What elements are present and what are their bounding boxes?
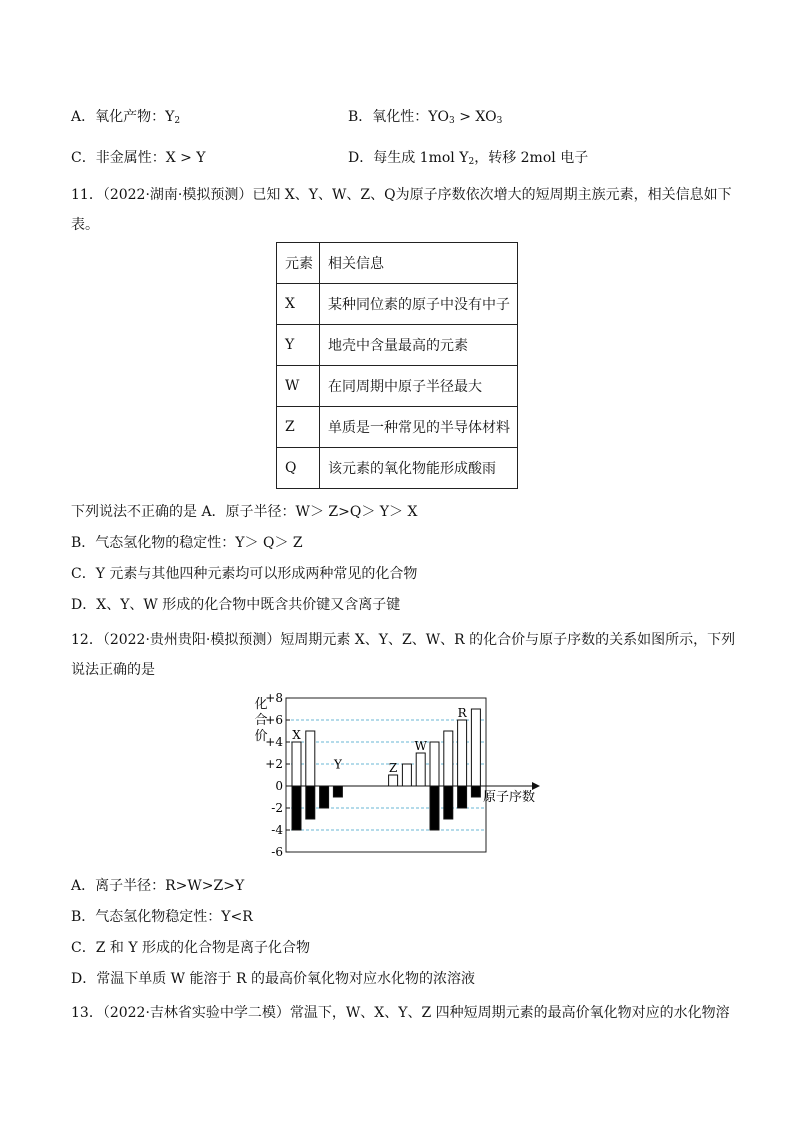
q11-option-b: B．气态氢化物的稳定性：Y＞ Q＞ Z xyxy=(71,535,303,551)
positive-bar xyxy=(458,720,467,786)
y-tick-label: +6 xyxy=(265,713,283,727)
y-tick-label: -2 xyxy=(271,801,283,815)
q10-option-d-sub: 2 xyxy=(468,157,475,167)
positive-bar xyxy=(306,731,315,786)
y-axis-label-char: 价 xyxy=(254,729,268,744)
y-tick-label: -6 xyxy=(271,845,283,859)
q10-option-d xyxy=(348,148,588,172)
table-header-row xyxy=(277,243,518,284)
q12-option-c: C．Z 和 Y 形成的化合物是离子化合物 xyxy=(71,940,311,956)
positive-bar xyxy=(430,742,439,786)
chart-bars xyxy=(292,709,480,830)
negative-bar xyxy=(458,786,467,808)
y-axis-label-char: 合 xyxy=(254,713,268,728)
table-cell: 在同周期中原子半径最大 xyxy=(320,366,518,407)
negative-bar xyxy=(320,786,329,808)
element-label: Z xyxy=(388,761,398,775)
negative-bar xyxy=(292,786,301,830)
negative-bar xyxy=(306,786,315,819)
q11-option-c: C．Y 元素与其他四种元素均可以形成两种常见的化合物 xyxy=(71,566,418,582)
q12-option-a: A．离子半径：R>W>Z>Y xyxy=(71,878,245,894)
table-header-cell: 相关信息 xyxy=(320,243,518,284)
table-row xyxy=(277,325,518,366)
element-label: R xyxy=(457,706,467,720)
y-tick-label: +4 xyxy=(265,735,283,749)
x-axis-arrow xyxy=(532,782,540,790)
chart-grid xyxy=(286,720,486,830)
positive-bar xyxy=(444,731,453,786)
x-axis-label: 原子序数 xyxy=(483,790,536,805)
table-row xyxy=(277,284,518,325)
table-cell: X xyxy=(277,284,320,325)
chart-border xyxy=(286,698,486,852)
q12-stem-line2: 说法正确的是 xyxy=(71,662,155,678)
table-cell: 单质是一种常见的半导体材料 xyxy=(320,407,518,448)
table-header-cell: 元素 xyxy=(277,243,320,284)
q10-option-a-sub: 2 xyxy=(174,116,181,126)
positive-bar xyxy=(416,753,425,786)
q10-option-b-tail: > XO xyxy=(454,109,497,125)
table-row xyxy=(277,407,518,448)
positive-bar xyxy=(402,764,411,786)
q11-option-a: 下列说法不正确的是 A．原子半径：W＞ Z>Q＞ Y＞ X xyxy=(71,504,418,520)
table-row xyxy=(277,366,518,407)
q12-option-b: B．气态氢化物稳定性：Y<R xyxy=(71,909,253,925)
valence-chart xyxy=(250,690,550,862)
y-tick-label: +8 xyxy=(265,691,283,705)
q13-stem-line1: 13．（2022·吉林省实验中学二模）常温下，W、X、Y、Z 四种短周期元素的最高价氧化物对应的水化物溶 xyxy=(71,1005,730,1021)
table-cell: Z xyxy=(277,407,320,448)
q10-option-b-sub2: 3 xyxy=(496,116,503,126)
chart-frame xyxy=(286,698,486,852)
q12-option-d: D．常温下单质 W 能溶于 R 的最高价氧化物对应水化物的浓溶液 xyxy=(71,971,475,987)
positive-bar xyxy=(471,709,480,786)
positive-bar xyxy=(389,775,398,786)
table-cell: W xyxy=(277,366,320,407)
negative-bar xyxy=(430,786,439,830)
positive-bar xyxy=(292,742,301,786)
element-label: Y xyxy=(333,757,342,772)
table-cell: Q xyxy=(277,448,320,489)
table-row xyxy=(277,448,518,489)
q12-stem-line1: 12．（2022·贵州贵阳·模拟预测）短周期元素 X、Y、Z、W、R 的化合价与原子序数的关系如图所示，下列 xyxy=(71,632,736,648)
q10-option-a xyxy=(71,107,180,131)
element-label: W xyxy=(414,739,427,753)
table-cell: Y xyxy=(277,325,320,366)
q11-info-table xyxy=(276,242,518,489)
q11-stem-line2: 表。 xyxy=(71,217,99,233)
q10-option-b-sub: 3 xyxy=(449,116,455,126)
negative-bar xyxy=(333,786,342,797)
y-axis-label-char: 化 xyxy=(254,697,268,712)
q11-option-d: D．X、Y、W 形成的化合物中既含共价键又含离子键 xyxy=(71,597,401,613)
q11-stem-line1: 11．（2022·湖南·模拟预测）已知 X、Y、W、Z、Q为原子序数依次增大的短周期主族元素，相关信息如下 xyxy=(71,187,732,203)
y-tick-label: 0 xyxy=(275,779,283,793)
q10-option-b-text: B．氧化性：YO xyxy=(348,109,450,125)
negative-bar xyxy=(471,786,480,797)
table-cell: 该元素的氧化物能形成酸雨 xyxy=(320,448,518,489)
table-cell: 某种同位素的原子中没有中子 xyxy=(320,284,518,325)
q10-option-a-text: A．氧化产物：Y xyxy=(71,109,175,125)
table-cell: 地壳中含量最高的元素 xyxy=(320,325,518,366)
y-tick-label: -4 xyxy=(271,823,283,837)
element-label: X xyxy=(292,728,301,742)
q10-option-c-text: C．非金属性：X > Y xyxy=(71,150,206,166)
q10-option-c xyxy=(71,148,206,168)
y-tick-label: +2 xyxy=(265,757,283,771)
q10-option-b xyxy=(348,107,502,131)
q10-option-d-tail: ，转移 2mol 电子 xyxy=(474,150,589,166)
q10-option-d-text: D．每生成 1mol Y xyxy=(348,150,469,166)
negative-bar xyxy=(444,786,453,819)
